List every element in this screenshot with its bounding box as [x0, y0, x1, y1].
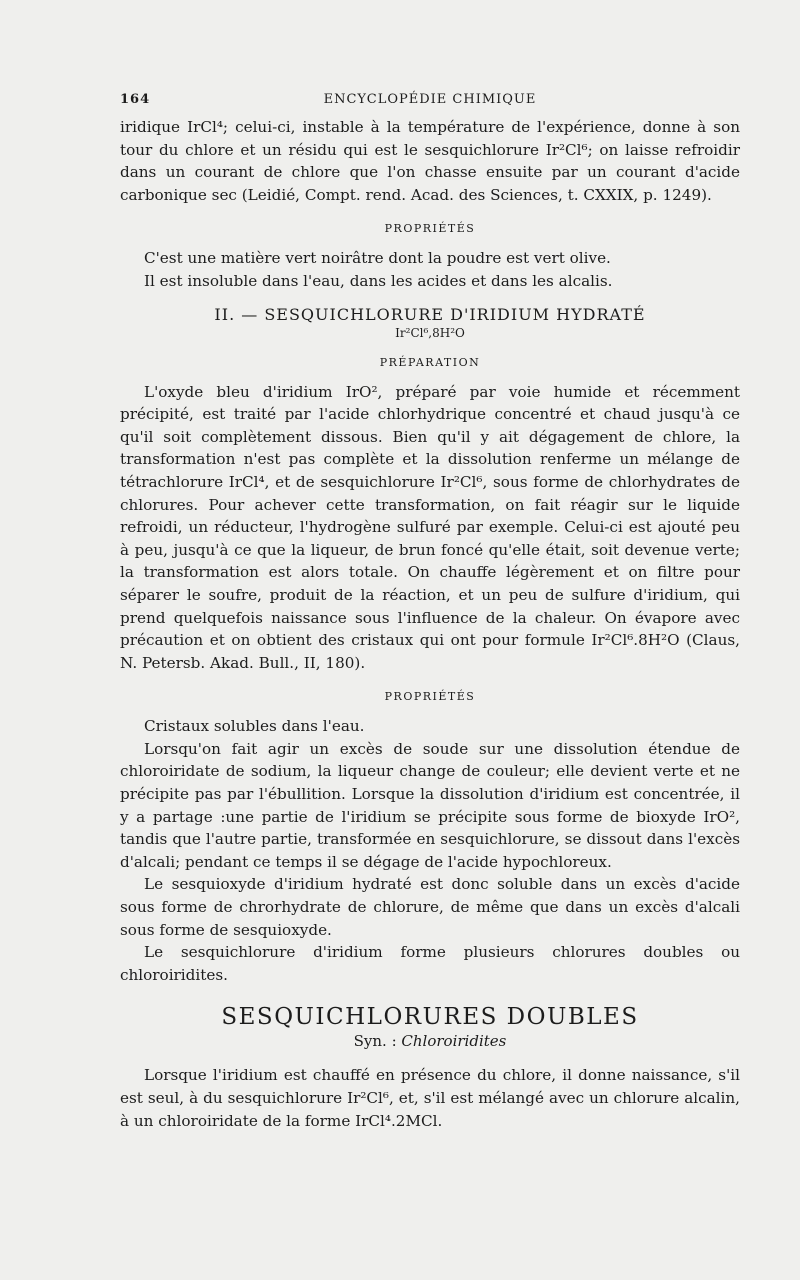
paragraph-double-chlorides: Le sesquichlorure d'iridium forme plusieurs chlorures doubles ou chloroiridites.	[120, 943, 740, 984]
chapter-formula: Ir²Cl⁶,8H²O	[395, 325, 465, 340]
paragraph-sesquioxide: Le sesquioxyde d'iridium hydraté est donc soluble dans un excès d'acide sous forme de chrorhydrate de chlorure, de même que dans un excès d'alcali sous forme de sesquioxyde.	[120, 875, 740, 939]
paragraph-preparation: L'oxyde bleu d'iridium IrO², préparé par voie humide et récemment précipité, est traité par l'acide chlorhydrique concentré et chaud jusqu'à ce qu'il soit complètement dissous. Bien qu'il y ait dégagement de chlore, la transformation n'est pas complète et la dissolution renferme un mélange de tétrachlorure IrCl⁴, et de sesquichlorure Ir²Cl⁶, sous forme de chlorhydrates de chlorures. Pour achever cette transformation, on fait réagir sur le liquide refroidi, un réducteur, l'hydrogène sulfuré par exemple. Celui-ci est ajouté peu à peu, jusqu'à ce que la liqueur, de brun foncé qu'elle était, soit devenue verte; la transformation est alors totale. On chauffe légèrement et on filtre pour séparer le soufre, produit de la réaction, et un peu de sulfure d'iridium, qui prend quelquefois naissance sous l'influence de la chaleur. On évapore avec précaution et on obtient des cristaux qui ont pour formule Ir²Cl⁶.8H²O (Claus, N. Petersb. Akad. Bull., II, 180).	[120, 382, 740, 672]
heading-proprietes-1: PROPRIÉTÉS	[384, 222, 476, 236]
paragraph-properties-solubility: Il est insoluble dans l'eau, dans les acides et dans les alcalis.	[144, 271, 613, 290]
chapter-title: II. — SESQUICHLORURE D'IRIDIUM HYDRATÉ	[214, 304, 646, 324]
heading-preparation: PRÉPARATION	[379, 355, 481, 369]
heading-proprietes-2: PROPRIÉTÉS	[384, 690, 476, 704]
paragraph-intro: iridique IrCl⁴; celui-ci, instable à la température de l'expérience, donne à son tour du chlore et un résidu qui est le sesquichlorure Ir²Cl⁶; on laisse refroidir dans un courant de chlore que l'on chasse ensuite par un courant d'acide carbonique sec (Leidié, Compt. rend. Acad. des Sciences, t. CXXIX, p. 1249).	[120, 118, 740, 204]
synonym-value: Chloroiridites	[401, 1032, 507, 1051]
page-number: 164	[120, 92, 151, 107]
paragraph-crystals: Cristaux solubles dans l'eau.	[144, 717, 365, 736]
paragraph-properties-color: C'est une matière vert noirâtre dont la poudre est vert olive.	[144, 249, 611, 268]
section-title: SESQUICHLORURES DOUBLES	[221, 1004, 639, 1031]
running-head	[120, 92, 740, 116]
synonym-prefix: Syn. :	[353, 1032, 397, 1051]
synonym-line	[120, 1032, 740, 1050]
running-title: ENCYCLOPÉDIE CHIMIQUE	[323, 92, 537, 107]
paragraph-final: Lorsque l'iridium est chauffé en présence du chlore, il donne naissance, s'il est seul, à du sesquichlorure Ir²Cl⁶, et, s'il est mélangé avec un chlorure alcalin, à un chloroiridate de la forme IrCl⁴.2MCl.	[120, 1066, 740, 1130]
paragraph-soda-reaction: Lorsqu'on fait agir un excès de soude sur une dissolution étendue de chloroiridate de sodium, la liqueur change de couleur; elle devient verte et ne précipite pas par l'ébullition. Lorsque la dissolution d'iridium est concentrée, il y a partage :une partie de l'iridium se précipite sous forme de bioxyde IrO², tandis que l'autre partie, transformée en sesquichlorure, se dissout dans l'excès d'alcali; pendant ce temps il se dégage de l'acide hypochloreux.	[120, 739, 740, 871]
